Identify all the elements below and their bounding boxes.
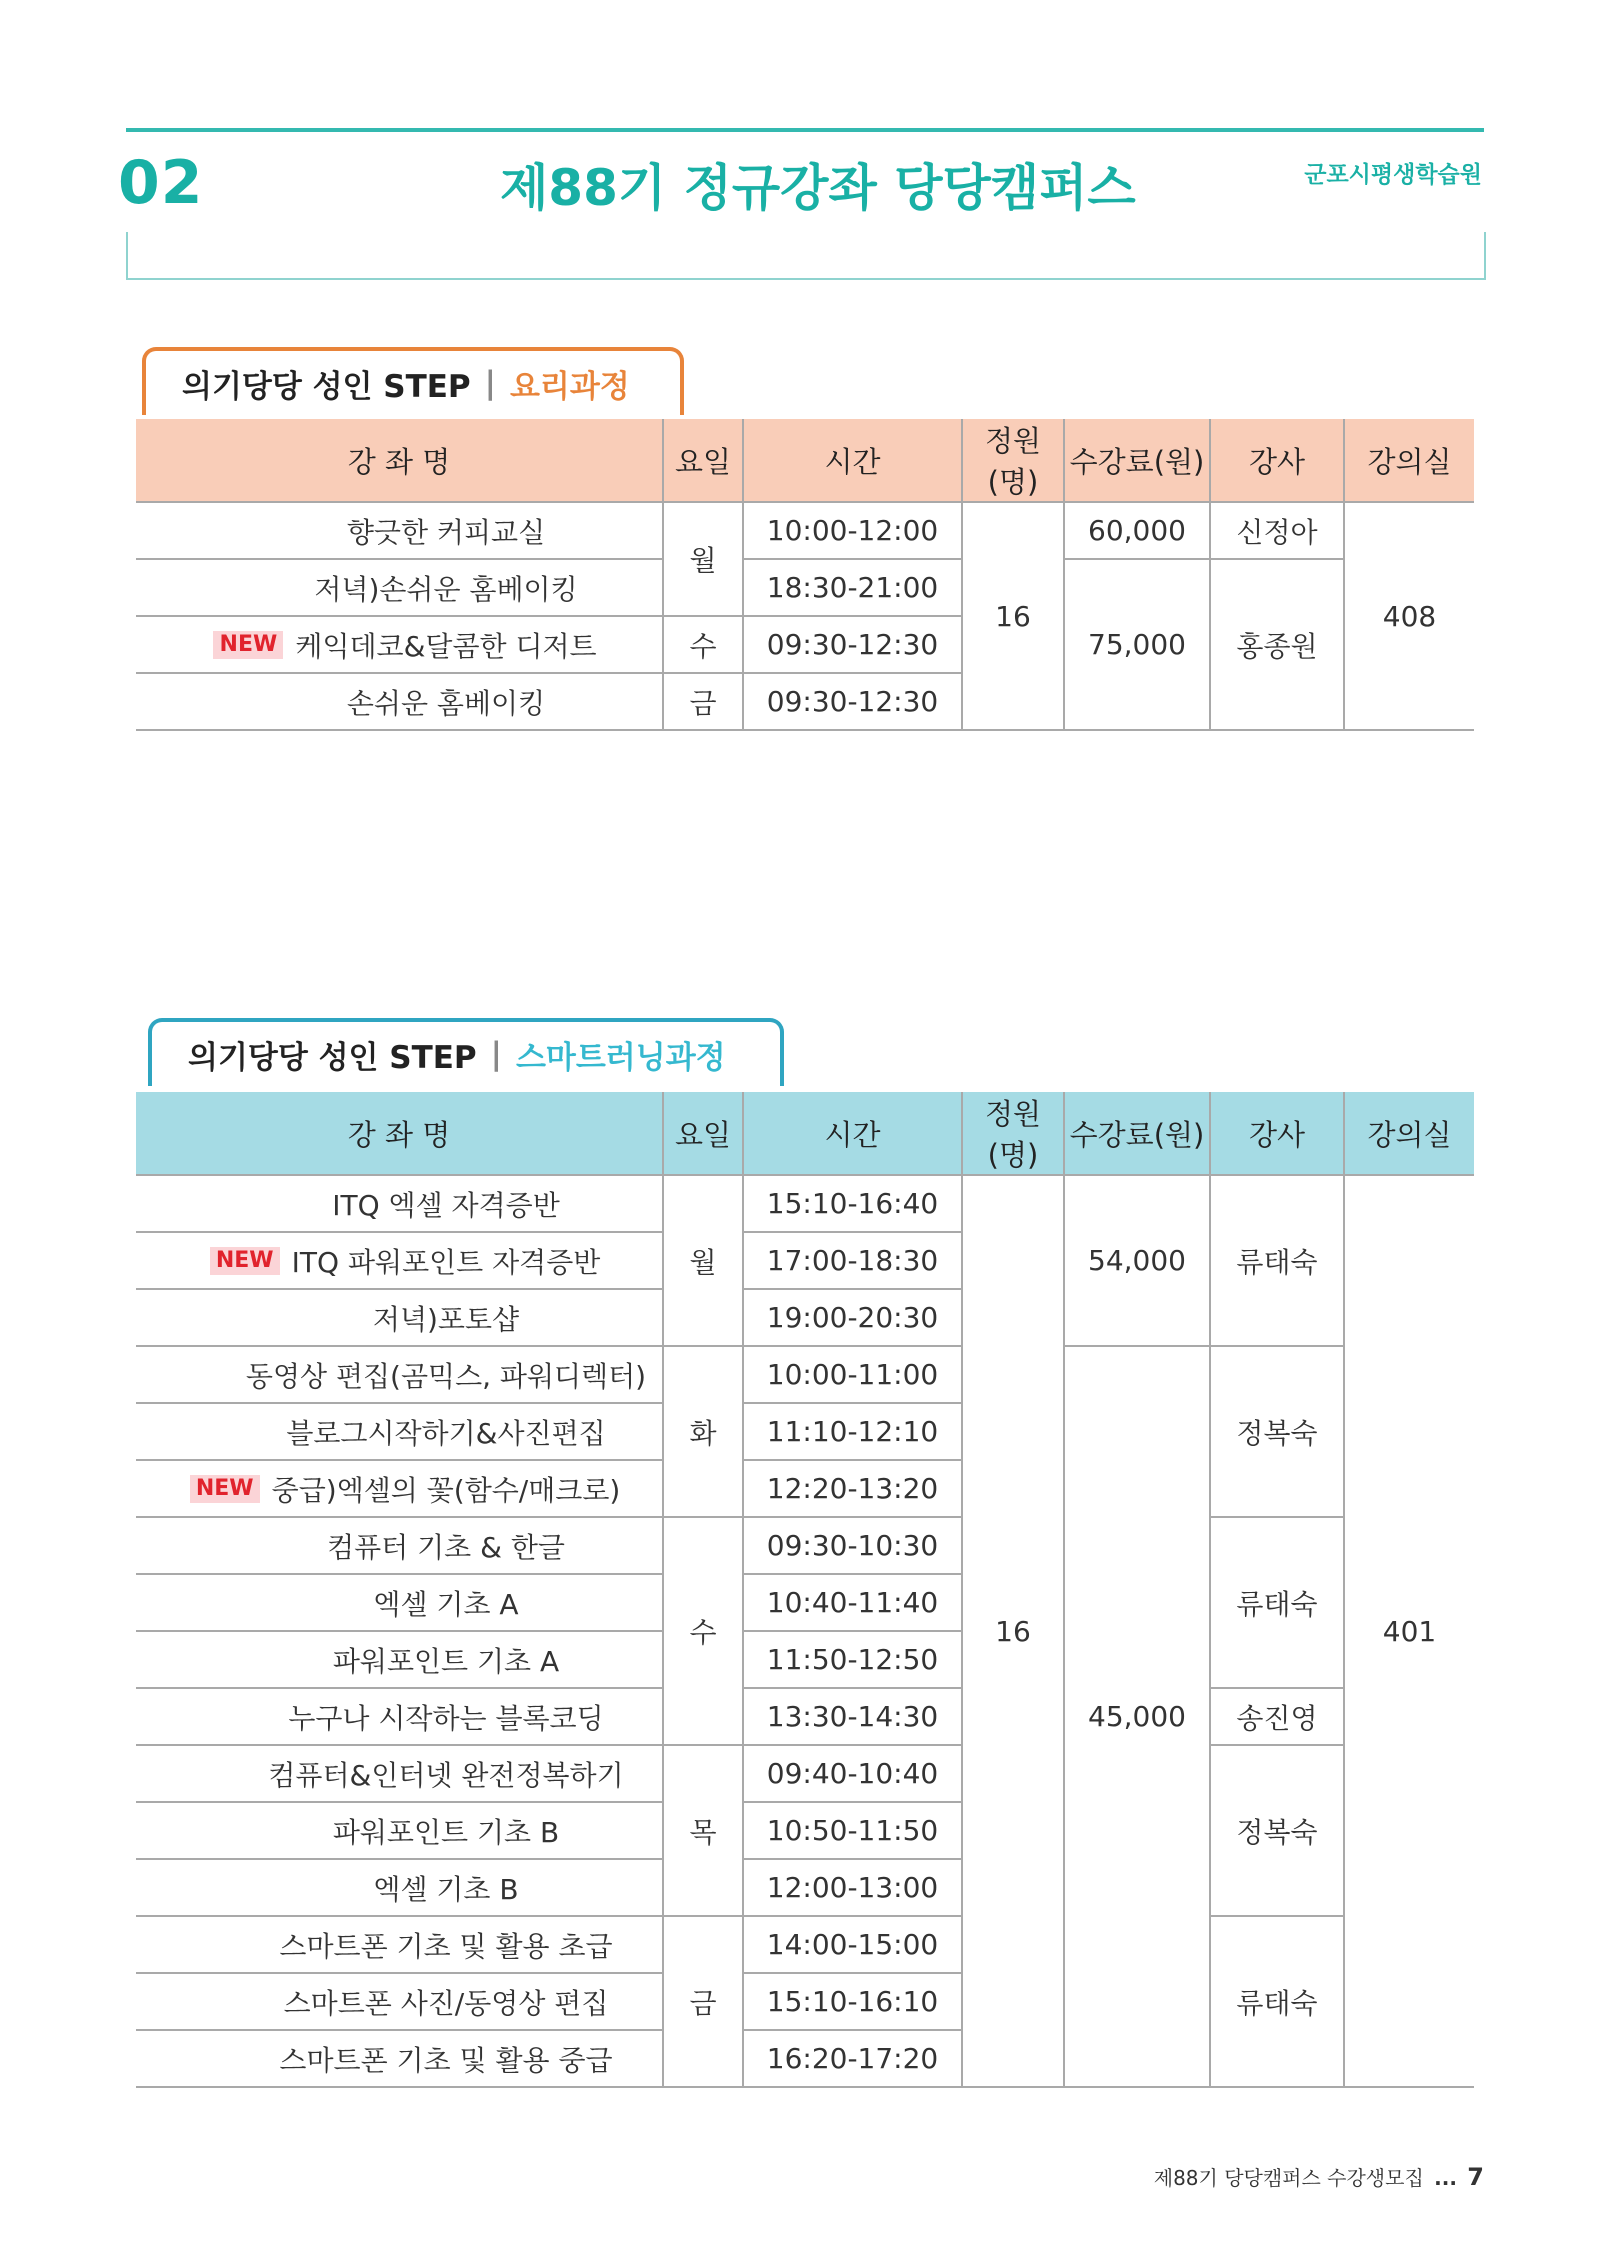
header-frame: [126, 232, 1486, 280]
fee-cell: 54,000: [1064, 1175, 1210, 1346]
footer-text: 제88기 당당캠퍼스 수강생모집: [1153, 2166, 1424, 2190]
instructor-cell: 류태숙: [1210, 1175, 1344, 1346]
col-time: 시간: [743, 419, 962, 502]
time-cell: 16:20-17:20: [743, 2030, 962, 2087]
col-capacity: 정원(명): [962, 419, 1064, 502]
day-cell: 화: [663, 1346, 743, 1517]
time-cell: 09:30-12:30: [743, 673, 962, 730]
section-tab-cooking: [142, 347, 684, 415]
instructor-cell: 정복숙: [1210, 1346, 1344, 1517]
time-cell: 14:00-15:00: [743, 1916, 962, 1973]
time-cell: 13:30-14:30: [743, 1688, 962, 1745]
section-tab-smart-learning: [148, 1018, 784, 1086]
day-cell: 수: [663, 1517, 743, 1745]
col-capacity: 정원(명): [962, 1092, 1064, 1175]
instructor-cell: 정복숙: [1210, 1745, 1344, 1916]
course-name-cell: 누구나 시작하는 블록코딩: [136, 1688, 663, 1745]
col-room: 강의실: [1344, 1092, 1474, 1175]
course-table-cooking: [136, 419, 1474, 731]
table-row: [136, 1346, 1474, 1403]
course-name-cell: 컴퓨터 기초 & 한글: [136, 1517, 663, 1574]
course-table-smart-learning: [136, 1092, 1474, 2088]
table-row: [136, 1745, 1474, 1802]
fee-cell: 60,000: [1064, 502, 1210, 559]
table-header-row: [136, 1092, 1474, 1175]
instructor-cell: 송진영: [1210, 1688, 1344, 1745]
time-cell: 19:00-20:30: [743, 1289, 962, 1346]
section-number: 02: [118, 148, 204, 218]
section-tab-sub: 스마트러닝과정: [515, 1039, 726, 1076]
course-name-cell: 동영상 편집(곰믹스, 파워디렉터): [136, 1346, 663, 1403]
time-cell: 09:30-10:30: [743, 1517, 962, 1574]
new-badge: NEW: [213, 631, 283, 659]
time-cell: 18:30-21:00: [743, 559, 962, 616]
col-course-name: 강 좌 명: [136, 419, 663, 502]
col-day: 요일: [663, 1092, 743, 1175]
table-row: [136, 1175, 1474, 1232]
time-cell: 10:40-11:40: [743, 1574, 962, 1631]
section-tab-main: 의기당당 성인 STEP: [182, 368, 471, 405]
course-name-cell: 향긋한 커피교실: [136, 502, 663, 559]
table-row: [136, 1916, 1474, 1973]
day-cell: 목: [663, 1745, 743, 1916]
course-name-cell: 컴퓨터&인터넷 완전정복하기: [136, 1745, 663, 1802]
time-cell: 17:00-18:30: [743, 1232, 962, 1289]
section-tab-main: 의기당당 성인 STEP: [188, 1039, 477, 1076]
course-name-cell: 저녁)포토샵: [136, 1289, 663, 1346]
course-name-cell: 스마트폰 기초 및 활용 중급: [136, 2030, 663, 2087]
capacity-cell: 16: [962, 502, 1064, 730]
course-name-cell: NEW 케익데코&달콤한 디저트: [136, 616, 663, 673]
col-time: 시간: [743, 1092, 962, 1175]
fee-cell: 45,000: [1064, 1346, 1210, 2087]
section-tab-sub: 요리과정: [509, 368, 630, 405]
fee-cell: 75,000: [1064, 559, 1210, 730]
room-cell: 408: [1344, 502, 1474, 730]
table-row: [136, 502, 1474, 559]
instructor-cell: 신정아: [1210, 502, 1344, 559]
page-footer: [1154, 2162, 1484, 2191]
course-name-cell: NEW 중급)엑셀의 꽃(함수/매크로): [136, 1460, 663, 1517]
course-name-cell: 엑셀 기초 B: [136, 1859, 663, 1916]
time-cell: 09:30-12:30: [743, 616, 962, 673]
instructor-cell: 류태숙: [1210, 1517, 1344, 1688]
col-day: 요일: [663, 419, 743, 502]
day-cell: 월: [663, 502, 743, 616]
course-name-cell: 저녁)손쉬운 홈베이킹: [136, 559, 663, 616]
day-cell: 금: [663, 673, 743, 730]
time-cell: 11:50-12:50: [743, 1631, 962, 1688]
new-badge: NEW: [210, 1247, 280, 1275]
table-row: [136, 559, 1474, 616]
section-tab-divider: |: [490, 1036, 502, 1072]
page-number: 7: [1467, 2163, 1484, 2191]
table-row: [136, 1688, 1474, 1745]
course-name-cell: 손쉬운 홈베이킹: [136, 673, 663, 730]
room-cell: 401: [1344, 1175, 1474, 2087]
time-cell: 10:50-11:50: [743, 1802, 962, 1859]
course-name-cell: NEW ITQ 파워포인트 자격증반: [136, 1232, 663, 1289]
col-room: 강의실: [1344, 419, 1474, 502]
day-cell: 월: [663, 1175, 743, 1346]
instructor-cell: 홍종원: [1210, 559, 1344, 730]
course-name-cell: 블로그시작하기&사진편집: [136, 1403, 663, 1460]
page-title: 제88기 정규강좌 당당캠퍼스: [500, 159, 1136, 217]
course-name-cell: 엑셀 기초 A: [136, 1574, 663, 1631]
instructor-cell: 류태숙: [1210, 1916, 1344, 2087]
time-cell: 12:00-13:00: [743, 1859, 962, 1916]
time-cell: 15:10-16:40: [743, 1175, 962, 1232]
table-header-row: [136, 419, 1474, 502]
section-tab-divider: |: [484, 365, 496, 401]
time-cell: 11:10-12:10: [743, 1403, 962, 1460]
col-fee: 수강료(원): [1064, 1092, 1210, 1175]
time-cell: 15:10-16:10: [743, 1973, 962, 2030]
time-cell: 12:20-13:20: [743, 1460, 962, 1517]
time-cell: 10:00-11:00: [743, 1346, 962, 1403]
time-cell: 09:40-10:40: [743, 1745, 962, 1802]
course-name-cell: 파워포인트 기초 B: [136, 1802, 663, 1859]
table-row: [136, 1517, 1474, 1574]
organization-name: 군포시평생학습원: [1304, 162, 1482, 188]
col-course-name: 강 좌 명: [136, 1092, 663, 1175]
col-fee: 수강료(원): [1064, 419, 1210, 502]
footer-dots: ...: [1434, 2166, 1457, 2190]
course-name-cell: 파워포인트 기초 A: [136, 1631, 663, 1688]
time-cell: 10:00-12:00: [743, 502, 962, 559]
course-name-cell: 스마트폰 사진/동영상 편집: [136, 1973, 663, 2030]
new-badge: NEW: [190, 1475, 260, 1503]
header-top-rule: [126, 128, 1484, 132]
capacity-cell: 16: [962, 1175, 1064, 2087]
day-cell: 수: [663, 616, 743, 673]
course-name-cell: ITQ 엑셀 자격증반: [136, 1175, 663, 1232]
day-cell: 금: [663, 1916, 743, 2087]
course-name-cell: 스마트폰 기초 및 활용 초급: [136, 1916, 663, 1973]
col-instructor: 강사: [1210, 419, 1344, 502]
col-instructor: 강사: [1210, 1092, 1344, 1175]
